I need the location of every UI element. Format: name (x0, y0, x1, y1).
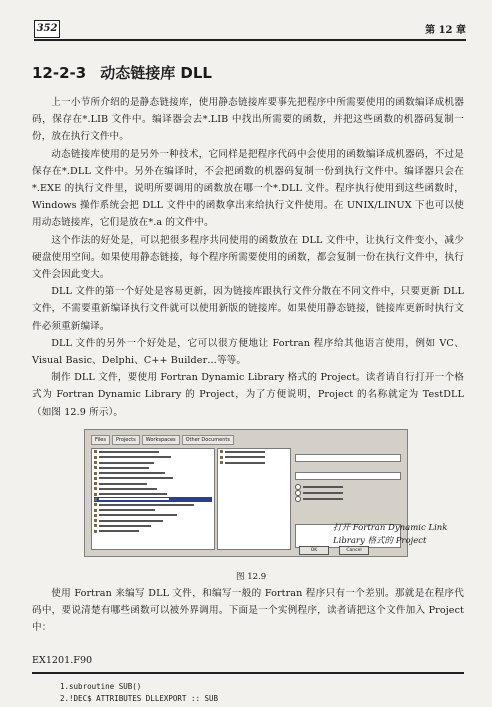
paragraph: 这个作法的好处是，可以把很多程序共同使用的函数放在 DLL 文件中，让执行文件变小，减少硬盘使用空间。如果使用静态链接，每个程序所需要使用的函数，都会复制一份在执行文件中，执行文件会因此变大。 (32, 234, 464, 281)
project-type-icon (94, 472, 97, 475)
code-line: 1.subroutine SUB() (60, 682, 142, 691)
tab-projects: Projects (112, 435, 140, 445)
header-rule (34, 39, 466, 41)
list-item (94, 481, 212, 486)
code-filename: EX1201.F90 (32, 655, 93, 666)
list-item (94, 518, 212, 523)
list-item (94, 492, 212, 497)
paragraph: 动态链接库使用的是另外一种技术，它同样是把程序代码中会使用的函数编译成机器码，不过是保存在*.DLL 文件中。另外在编译时，不会把函数的机器码复制一份到执行文件中。编译器只会在*.EXE 的执行文件里，说明所要调用的函数放在哪一个*.DLL 文件。程序执行使用到这些函数时，Windows 操作系统会把 DLL 文件中的函数拿出来给执行文件使用。在 UNIX/LINUX 下也可以使用动态链接库，它们是放在*.a 的文件中。 (32, 148, 464, 229)
radio-option (295, 496, 401, 502)
list-item-selected (94, 497, 212, 502)
body-text (32, 94, 464, 421)
project-type-icon (94, 456, 97, 459)
section-title (32, 62, 212, 83)
list-item (220, 460, 288, 465)
paragraph: DLL 文件的第一个好处是容易更新，因为链接库跟执行文件分散在不同文件中，只要更新 DLL 文件，不需要重新编译执行文件就可以使用新版的链接库。如果使用静态链接，链接库更新时执行文件必须重新编译。 (32, 286, 464, 332)
paragraph: 上一小节所介绍的是静态链接库，使用静态链接库要事先把程序中所需要使用的函数编译成机器码，保存在*.LIB 文件中。编译器会去*.LIB 中找出所需要的函数，并把这些函数的机器码复制一份，放在执行文件中。 (32, 97, 464, 143)
platform-list (217, 448, 291, 550)
project-type-icon (94, 477, 97, 480)
list-item (94, 502, 212, 507)
cancel-button: Cancel (339, 546, 369, 555)
project-type-icon (94, 530, 97, 533)
list-item (94, 460, 212, 465)
list-item (94, 513, 212, 518)
list-item (220, 450, 288, 455)
project-type-icon (94, 482, 97, 485)
platform-icon (220, 450, 223, 453)
list-item (94, 455, 212, 460)
project-type-icon (94, 503, 97, 506)
project-type-icon (94, 461, 97, 464)
list-item (94, 508, 212, 513)
project-type-icon (94, 487, 97, 490)
platform-icon (220, 461, 223, 464)
paragraph: 使用 Fortran 来编写 DLL 文件，和编写一般的 Fortran 程序只有一个差别。那就是在程序代码中，要说清楚有哪些函数可以被外界调用。下面是一个实例程序，读者请把这个文件加入 Project 中： (32, 588, 464, 634)
list-item (94, 450, 212, 455)
tab-files: Files (91, 435, 110, 445)
list-item (220, 455, 288, 460)
body-text-after-figure (32, 585, 464, 637)
section-heading: 动态链接库 DLL (100, 64, 212, 82)
paragraph: 制作 DLL 文件，要使用 Fortran Dynamic Library 格式的 Project。读者请自行打开一个格式为 Fortran Dynamic Library 的 Project，为了方便说明，Project 的名称就定为 TestDLL（如图 12.9 所示）。 (32, 372, 464, 418)
ok-button: OK (299, 546, 329, 555)
project-type-icon (94, 498, 97, 501)
list-item (94, 524, 212, 529)
project-type-icon (94, 524, 97, 527)
list-item (94, 529, 212, 534)
platform-icon (220, 456, 223, 459)
project-type-icon (94, 493, 97, 496)
project-type-icon (94, 509, 97, 512)
project-type-icon (94, 514, 97, 517)
list-item (94, 487, 212, 492)
figure-side-caption: 打开 Fortran Dynamic Link Library 格式的 Project (333, 523, 448, 546)
list-item (94, 465, 212, 470)
tab-workspaces: Workspaces (142, 435, 180, 445)
project-type-list (91, 448, 215, 550)
project-type-icon (94, 519, 97, 522)
page-header (34, 20, 466, 42)
code-line: 2.!DEC$ ATTRIBUTES DLLEXPORT :: SUB (60, 694, 219, 703)
tab-other-documents: Other Documents (182, 435, 234, 445)
code-rule (32, 672, 464, 674)
code-listing (60, 681, 218, 705)
paragraph: DLL 文件的另外一个好处是，它可以很方便地让 Fortran 程序给其他语言使用，例如 VC、Visual Basic、Delphi、C++ Builder…等等。 (32, 337, 464, 367)
list-item (94, 476, 212, 481)
chapter-label: 第 12 章 (425, 25, 466, 36)
list-item (94, 471, 212, 476)
project-name-field (295, 454, 401, 462)
figure-label: 图 12.9 (236, 572, 267, 582)
dialog-tabs (91, 435, 234, 445)
location-field (295, 472, 401, 480)
project-type-icon (94, 450, 97, 453)
page-number: 352 (34, 20, 60, 38)
section-number: 12-2-3 (32, 64, 87, 82)
project-type-icon (94, 466, 97, 469)
